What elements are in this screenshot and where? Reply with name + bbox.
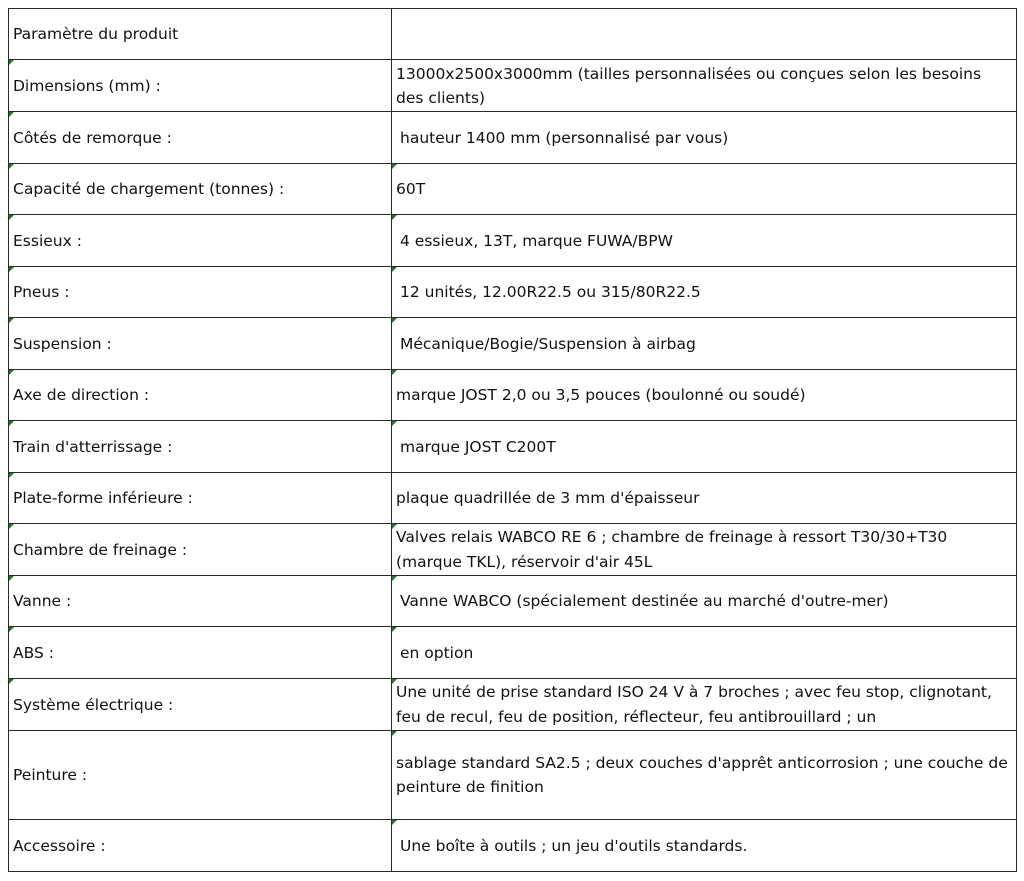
row-label-lower-platform: Plate-forme inférieure : xyxy=(9,473,392,524)
row-label-dimensions: Dimensions (mm) : xyxy=(9,60,392,112)
table-header-row xyxy=(9,9,1017,60)
table-row xyxy=(9,627,1017,679)
row-value-brake-chamber: Valves relais WABCO RE 6 ; chambre de freinage à ressort T30/30+T30 (marque TKL), réservoir d'air 45L xyxy=(392,524,1017,576)
row-value-accessory: Une boîte à outils ; un jeu d'outils standards. xyxy=(392,820,1017,872)
row-label-brake-chamber: Chambre de freinage : xyxy=(9,524,392,576)
table-row xyxy=(9,524,1017,576)
row-label-abs: ABS : xyxy=(9,627,392,679)
row-value-dimensions: 13000x2500x3000mm (tailles personnalisées ou conçues selon les besoins des clients) xyxy=(392,60,1017,112)
table-row xyxy=(9,164,1017,215)
row-value-load-capacity: 60T xyxy=(392,164,1017,215)
table-row xyxy=(9,267,1017,318)
row-label-accessory: Accessoire : xyxy=(9,820,392,872)
row-value-suspension: Mécanique/Bogie/Suspension à airbag xyxy=(392,318,1017,370)
table-row xyxy=(9,60,1017,112)
row-label-load-capacity: Capacité de chargement (tonnes) : xyxy=(9,164,392,215)
row-label-tires: Pneus : xyxy=(9,267,392,318)
row-label-kingpin: Axe de direction : xyxy=(9,370,392,421)
table-row xyxy=(9,679,1017,731)
table-row xyxy=(9,576,1017,627)
row-label-suspension: Suspension : xyxy=(9,318,392,370)
table-row xyxy=(9,318,1017,370)
table-row xyxy=(9,473,1017,524)
row-value-kingpin: marque JOST 2,0 ou 3,5 pouces (boulonné ou soudé) xyxy=(392,370,1017,421)
row-label-valve: Vanne : xyxy=(9,576,392,627)
row-value-tires: 12 unités, 12.00R22.5 ou 315/80R22.5 xyxy=(392,267,1017,318)
row-label-trailer-sides: Côtés de remorque : xyxy=(9,112,392,164)
table-row xyxy=(9,215,1017,267)
table-row xyxy=(9,112,1017,164)
row-value-abs: en option xyxy=(392,627,1017,679)
row-label-landing-gear: Train d'atterrissage : xyxy=(9,421,392,473)
row-value-valve: Vanne WABCO (spécialement destinée au marché d'outre-mer) xyxy=(392,576,1017,627)
row-value-electrical: Une unité de prise standard ISO 24 V à 7 broches ; avec feu stop, clignotant, feu de recul, feu de position, réflecteur, feu antibrouillard ; un xyxy=(392,679,1017,731)
table-row xyxy=(9,370,1017,421)
row-label-axles: Essieux : xyxy=(9,215,392,267)
row-value-trailer-sides: hauteur 1400 mm (personnalisé par vous) xyxy=(392,112,1017,164)
row-value-axles: 4 essieux, 13T, marque FUWA/BPW xyxy=(392,215,1017,267)
row-value-lower-platform: plaque quadrillée de 3 mm d'épaisseur xyxy=(392,473,1017,524)
table-row xyxy=(9,820,1017,872)
table-row xyxy=(9,731,1017,820)
row-value-landing-gear: marque JOST C200T xyxy=(392,421,1017,473)
product-spec-table xyxy=(8,8,1017,872)
table-row xyxy=(9,421,1017,473)
header-value-cell xyxy=(392,9,1017,60)
row-label-electrical: Système électrique : xyxy=(9,679,392,731)
row-value-paint: sablage standard SA2.5 ; deux couches d'apprêt anticorrosion ; une couche de peinture de finition xyxy=(392,731,1017,820)
header-label-cell: Paramètre du produit xyxy=(9,9,392,60)
row-label-paint: Peinture : xyxy=(9,731,392,820)
